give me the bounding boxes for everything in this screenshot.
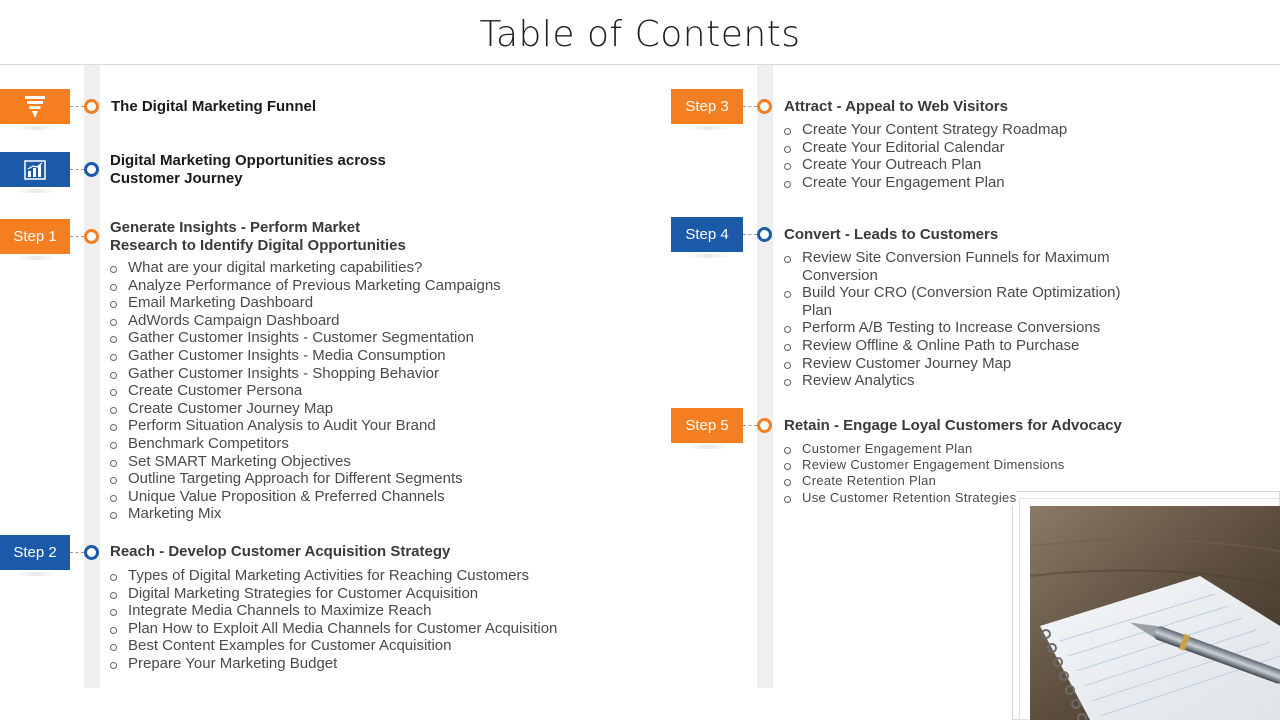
list-item: Unique Value Proposition & Preferred Channels (110, 488, 501, 506)
list-item: Benchmark Competitors (110, 435, 501, 453)
chart-icon (24, 160, 46, 180)
right-timeline-bar (757, 65, 773, 688)
step5-dot (757, 418, 772, 433)
page-title: Table of Contents (479, 14, 801, 55)
list-item: Create Your Outreach Plan (784, 156, 1067, 174)
step5-heading: Retain - Engage Loyal Customers for Advocacy (784, 417, 1122, 434)
list-item: AdWords Campaign Dashboard (110, 312, 501, 330)
step5-list (784, 441, 1065, 507)
step1-list (110, 259, 501, 523)
list-item: What are your digital marketing capabilities? (110, 259, 501, 277)
list-item: Integrate Media Channels to Maximize Reach (110, 602, 557, 620)
step3-tab: Step 3 (671, 89, 743, 124)
list-item: Create Your Engagement Plan (784, 174, 1067, 192)
list-item: Analyze Performance of Previous Marketing Campaigns (110, 277, 501, 295)
step4-heading: Convert - Leads to Customers (784, 226, 999, 243)
list-item: Create Customer Persona (110, 382, 501, 400)
list-item: Outline Targeting Approach for Different Segments (110, 470, 501, 488)
list-item: Review Analytics (784, 372, 1144, 390)
list-item: Review Offline & Online Path to Purchase (784, 337, 1144, 355)
step3-connector (743, 106, 757, 107)
list-item: Email Marketing Dashboard (110, 294, 501, 312)
step2-heading: Reach - Develop Customer Acquisition Strategy (110, 543, 451, 560)
list-item: Review Customer Engagement Dimensions (784, 457, 1065, 473)
journey-heading-line1: Digital Marketing Opportunities across (110, 152, 386, 169)
step1-tab: Step 1 (0, 219, 70, 254)
funnel-connector (70, 106, 84, 107)
funnel-dot (84, 99, 99, 114)
list-item: Set SMART Marketing Objectives (110, 453, 501, 471)
list-item: Types of Digital Marketing Activities for Reaching Customers (110, 567, 557, 585)
step2-connector (70, 552, 84, 553)
step1-heading-line1: Generate Insights - Perform Market (110, 219, 361, 236)
step5-connector (743, 425, 757, 426)
list-item: Best Content Examples for Customer Acquisition (110, 637, 557, 655)
list-item: Plan How to Exploit All Media Channels for Customer Acquisition (110, 620, 557, 638)
list-item: Gather Customer Insights - Media Consumption (110, 347, 501, 365)
list-item: Review Site Conversion Funnels for Maximum Conversion (784, 249, 1144, 284)
list-item: Gather Customer Insights - Shopping Behavior (110, 365, 501, 383)
step2-list (110, 567, 557, 673)
funnel-icon (24, 95, 46, 119)
list-item: Create Your Editorial Calendar (784, 139, 1067, 157)
list-item: Build Your CRO (Conversion Rate Optimization) Plan (784, 284, 1144, 319)
journey-dot (84, 162, 99, 177)
step4-tab: Step 4 (671, 217, 743, 252)
step5-tab: Step 5 (671, 408, 743, 443)
step1-heading-line2: Research to Identify Digital Opportunities (110, 237, 406, 254)
list-item: Gather Customer Insights - Customer Segmentation (110, 329, 501, 347)
list-item: Create Your Content Strategy Roadmap (784, 121, 1067, 139)
step4-connector (743, 234, 757, 235)
list-item: Create Customer Journey Map (110, 400, 501, 418)
list-item: Review Customer Journey Map (784, 355, 1144, 373)
journey-tab (0, 152, 70, 187)
journey-heading (110, 152, 386, 188)
list-item: Perform A/B Testing to Increase Conversions (784, 319, 1144, 337)
list-item: Create Retention Plan (784, 473, 1065, 489)
step2-dot (84, 545, 99, 560)
funnel-heading: The Digital Marketing Funnel (111, 98, 317, 115)
step3-heading: Attract - Appeal to Web Visitors (784, 98, 1008, 115)
list-item: Perform Situation Analysis to Audit Your Brand (110, 417, 501, 435)
step3-dot (757, 99, 772, 114)
step2-tab: Step 2 (0, 535, 70, 570)
notebook-pen-photo-icon (1030, 506, 1280, 720)
step1-heading (110, 219, 406, 255)
funnel-tab (0, 89, 70, 124)
step4-dot (757, 227, 772, 242)
list-item: Digital Marketing Strategies for Customer Acquisition (110, 585, 557, 603)
left-timeline-bar (84, 65, 100, 688)
step1-connector (70, 236, 84, 237)
step3-list (784, 121, 1067, 191)
step1-dot (84, 229, 99, 244)
title-divider (0, 64, 1280, 65)
list-item: Prepare Your Marketing Budget (110, 655, 557, 673)
journey-heading-line2: Customer Journey (110, 170, 243, 187)
journey-connector (70, 169, 84, 170)
list-item: Customer Engagement Plan (784, 441, 1065, 457)
list-item: Use Customer Retention Strategies (784, 490, 1016, 506)
step4-list (784, 249, 1144, 390)
list-item: Marketing Mix (110, 505, 501, 523)
